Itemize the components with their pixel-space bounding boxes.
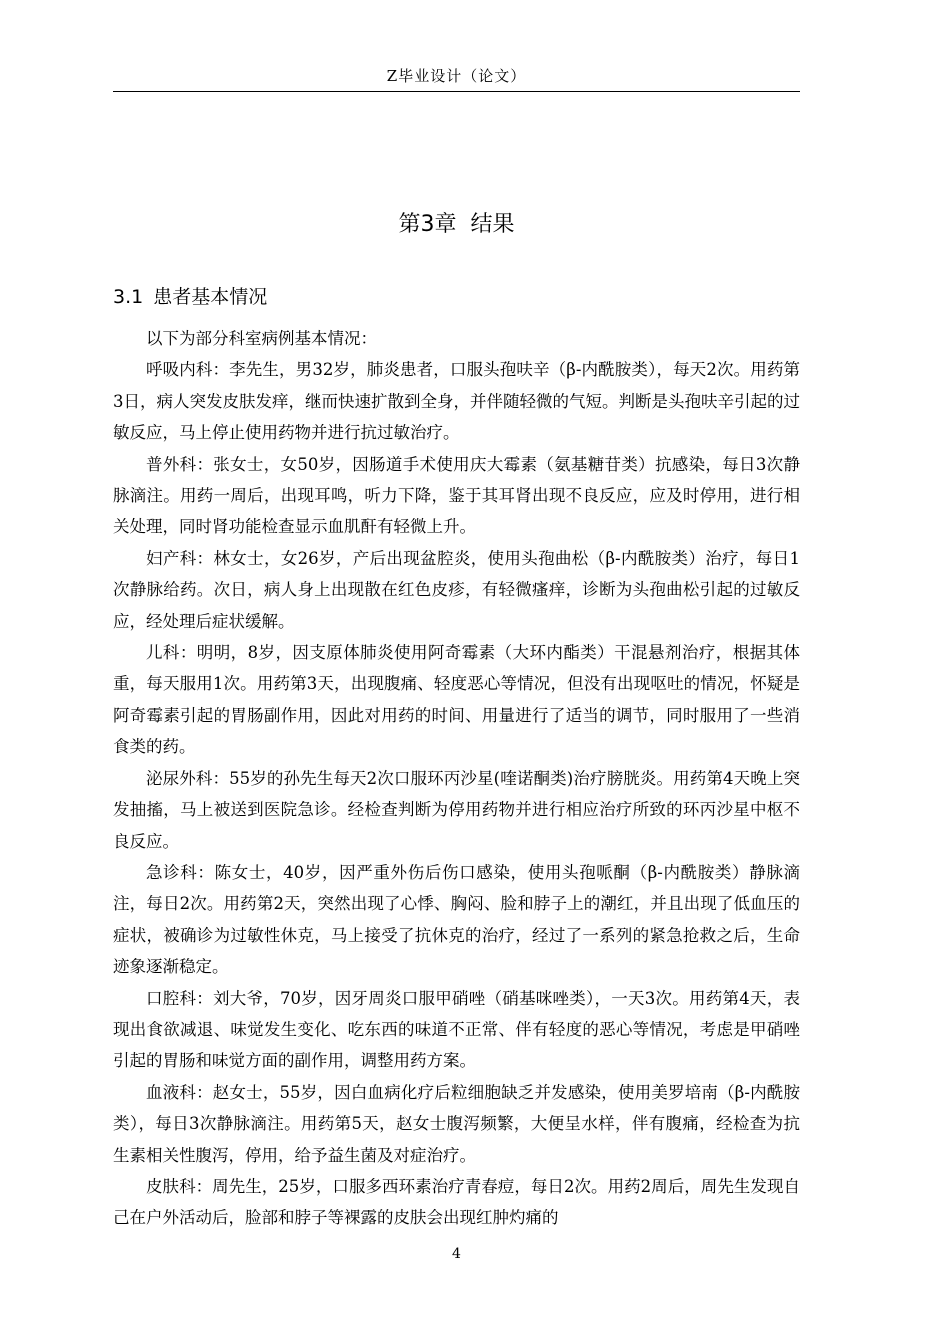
page-header: Z毕业设计（论文） [386, 67, 527, 85]
header-divider [113, 91, 800, 92]
section-title: 患者基本情况 [153, 286, 268, 308]
case-paragraph-emergency: 急诊科：陈女士，40岁，因严重外伤后伤口感染，使用头孢哌酮（β-内酰胺类）静脉滴注，每日2次。用药第2天，突然出现了心悸、胸闷、脸和脖子上的潮红，并且出现了低血压的症状，被确诊为过敏性休克，马上接受了抗休克的治疗，经过了一系列的紧急抢救之后，生命迹象逐渐稳定。 [113, 862, 800, 977]
case-paragraph-respiratory: 呼吸内科：李先生，男32岁，肺炎患者，口服头孢呋辛（β-内酰胺类），每天2次。用药第3日，病人突发皮肤发痒，继而快速扩散到全身，并伴随轻微的气短。判断是头孢呋辛引起的过敏反应，马上停止使用药物并进行抗过敏治疗。 [113, 360, 800, 443]
page-number: 4 [452, 1246, 461, 1262]
body-text [113, 323, 800, 1234]
case-paragraph-general-surgery: 普外科：张女士，女50岁，因肠道手术使用庆大霉素（氨基糖苷类）抗感染，每日3次静脉滴注。用药一周后，出现耳鸣，听力下降，鉴于其耳肾出现不良反应，应及时停用，进行相关处理，同时肾功能检查显示血肌酐有轻微上升。 [113, 454, 800, 537]
chapter-title: 第3章 结果 [398, 212, 515, 237]
case-paragraph-hematology: 血液科：赵女士，55岁，因白血病化疗后粒细胞缺乏并发感染，使用美罗培南（β-内酰胺类），每日3次静脉滴注。用药第5天，赵女士腹泻频繁，大便呈水样，伴有腹痛，经检查为抗生素相关性腹泻，停用，给予益生菌及对症治疗。 [113, 1082, 800, 1165]
case-paragraph-dermatology: 皮肤科：周先生，25岁，口服多西环素治疗青春痘，每日2次。用药2周后，周先生发现自己在户外活动后，脸部和脖子等裸露的皮肤会出现红肿灼痛的 [113, 1176, 800, 1228]
case-paragraph-obstetrics: 妇产科：林女士，女26岁，产后出现盆腔炎，使用头孢曲松（β-内酰胺类）治疗，每日1次静脉给药。次日，病人身上出现散在红色皮疹，有轻微瘙痒，诊断为头孢曲松引起的过敏反应，经处理后症状缓解。 [113, 548, 800, 631]
case-paragraph-urology: 泌尿外科：55岁的孙先生每天2次口服环丙沙星(喹诺酮类)治疗膀胱炎。用药第4天晚上突发抽搐，马上被送到医院急诊。经检查判断为停用药物并进行相应治疗所致的环丙沙星中枢不良反应。 [113, 768, 800, 851]
case-paragraph-stomatology: 口腔科：刘大爷，70岁，因牙周炎口服甲硝唑（硝基咪唑类），一天3次。用药第4天，表现出食欲减退、味觉发生变化、吃东西的味道不正常、伴有轻度的恶心等情况，考虑是甲硝唑引起的胃肠和味觉方面的副作用，调整用药方案。 [113, 988, 800, 1071]
section-number: 3.1 [113, 286, 144, 308]
section-heading [113, 280, 800, 314]
case-paragraph-pediatrics: 儿科：明明，8岁，因支原体肺炎使用阿奇霉素（大环内酯类）干混悬剂治疗，根据其体重，每天服用1次。用药第3天，出现腹痛、轻度恶心等情况，但没有出现呕吐的情况，怀疑是阿奇霉素引起的胃肠副作用，因此对用药的时间、用量进行了适当的调节，同时服用了一些消食类的药。 [113, 643, 800, 757]
intro-paragraph: 以下为部分科室病例基本情况： [146, 329, 377, 348]
